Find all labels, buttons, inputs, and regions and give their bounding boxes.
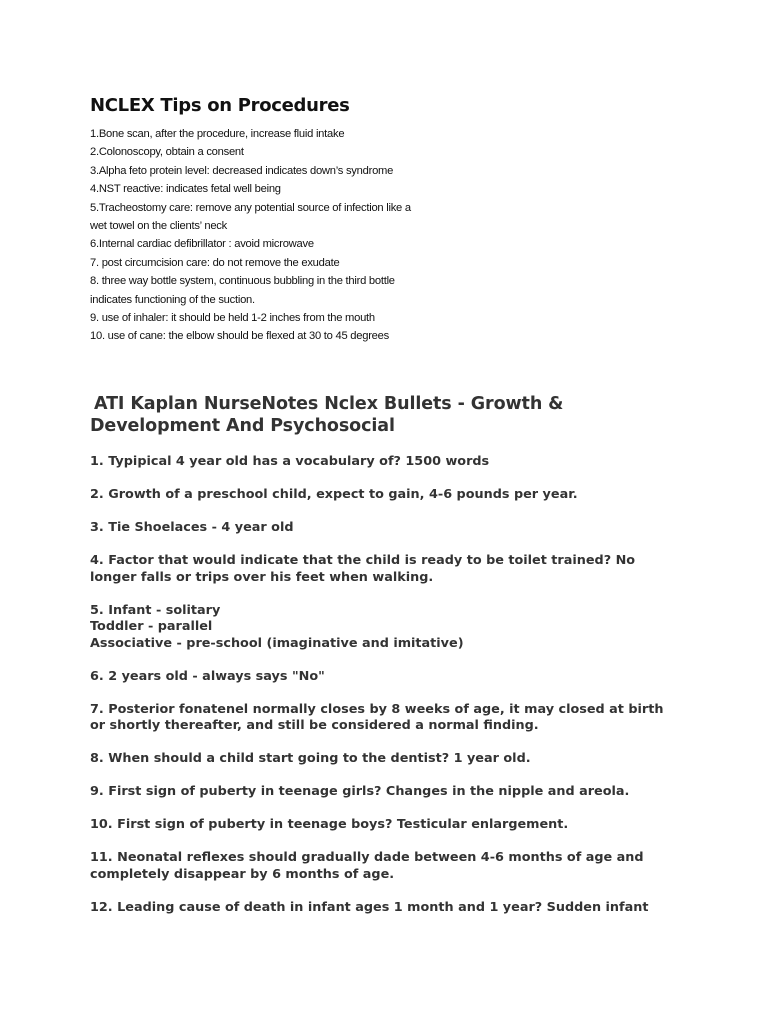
procedures-tips-section (90, 94, 510, 346)
bullet-line: longer falls or trips over his feet when walking. (90, 569, 434, 585)
bullet-line: Associative - pre-school (imaginative and imitative) (90, 635, 464, 651)
bullet-line: 7. Posterior fonatenel normally closes by 8 weeks of age, it may closed at birth (90, 701, 664, 717)
bullets-title-line: ATI Kaplan NurseNotes Nclex Bullets - Growth & (94, 394, 564, 414)
bullet-line: 2. Growth of a preschool child, expect to gain, 4-6 pounds per year. (90, 487, 578, 502)
bullet-item (90, 850, 690, 883)
procedure-line: indicates functioning of the suction. (90, 293, 255, 306)
bullet-line: Toddler - parallel (90, 619, 213, 634)
procedure-line: 7. post circumcision care: do not remove the exudate (90, 256, 340, 269)
procedure-line: 5.Tracheostomy care: remove any potential source of infection like a (90, 201, 411, 214)
procedure-line: 3.Alpha feto protein level: decreased indicates down’s syndrome (90, 164, 394, 177)
bullets-title (90, 393, 690, 437)
bullet-line: 9. First sign of puberty in teenage girls? Changes in the nipple and areola. (90, 784, 630, 799)
bullet-item (90, 454, 690, 471)
procedure-line: wet towel on the clients’ neck (90, 220, 227, 233)
bullets-list (90, 454, 690, 916)
procedure-line: 10. use of cane: the elbow should be flexed at 30 to 45 degrees (90, 330, 389, 343)
bullet-line: 11. Neonatal reflexes should gradually dade between 4-6 months of age and (90, 850, 644, 865)
bullet-item (90, 553, 690, 586)
bullet-item (90, 603, 690, 653)
bullet-item (90, 900, 690, 917)
procedure-line: 9. use of inhaler: it should be held 1-2 inches from the mouth (90, 312, 375, 325)
bullets-title-line: Development And Psychosocial (90, 416, 395, 436)
bullet-line: or shortly thereafter, and still be considered a normal finding. (90, 718, 539, 733)
bullet-line: 4. Factor that would indicate that the child is ready to be toilet trained? No (90, 553, 636, 568)
procedures-title: NCLEX Tips on Procedures (90, 95, 350, 116)
bullet-line: 12. Leading cause of death in infant ages 1 month and 1 year? Sudden infant (90, 899, 649, 915)
bullet-line: 10. First sign of puberty in teenage boys? Testicular enlargement. (90, 817, 569, 832)
bullet-item (90, 669, 690, 686)
bullet-line: 5. Infant - solitary (90, 602, 221, 618)
procedure-line: 8. three way bottle system, continuous bubbling in the third bottle (90, 275, 395, 288)
bullet-line: 1. Typipical 4 year old has a vocabulary of? 1500 words (90, 454, 490, 469)
bullet-item (90, 784, 690, 801)
procedure-line: 1.Bone scan, after the procedure, increase fluid intake (90, 128, 345, 140)
bullet-item (90, 751, 690, 768)
nclex-bullets-section (90, 393, 690, 933)
bullet-item (90, 702, 690, 735)
procedure-line: 4.NST reactive: indicates fetal well being (90, 183, 281, 196)
procedure-line: 6.Internal cardiac defibrillator : avoid microwave (90, 238, 314, 251)
bullet-line: completely disappear by 6 months of age. (90, 866, 395, 882)
bullet-line: 3. Tie Shoelaces - 4 year old (90, 520, 294, 535)
procedure-line: 2.Colonoscopy, obtain a consent (90, 146, 244, 159)
procedures-list (90, 125, 510, 346)
bullet-item (90, 520, 690, 537)
bullet-line: 6. 2 years old - always says "No" (90, 668, 325, 684)
bullet-item (90, 487, 690, 504)
bullet-line: 8. When should a child start going to the dentist? 1 year old. (90, 751, 531, 766)
bullet-item (90, 817, 690, 834)
